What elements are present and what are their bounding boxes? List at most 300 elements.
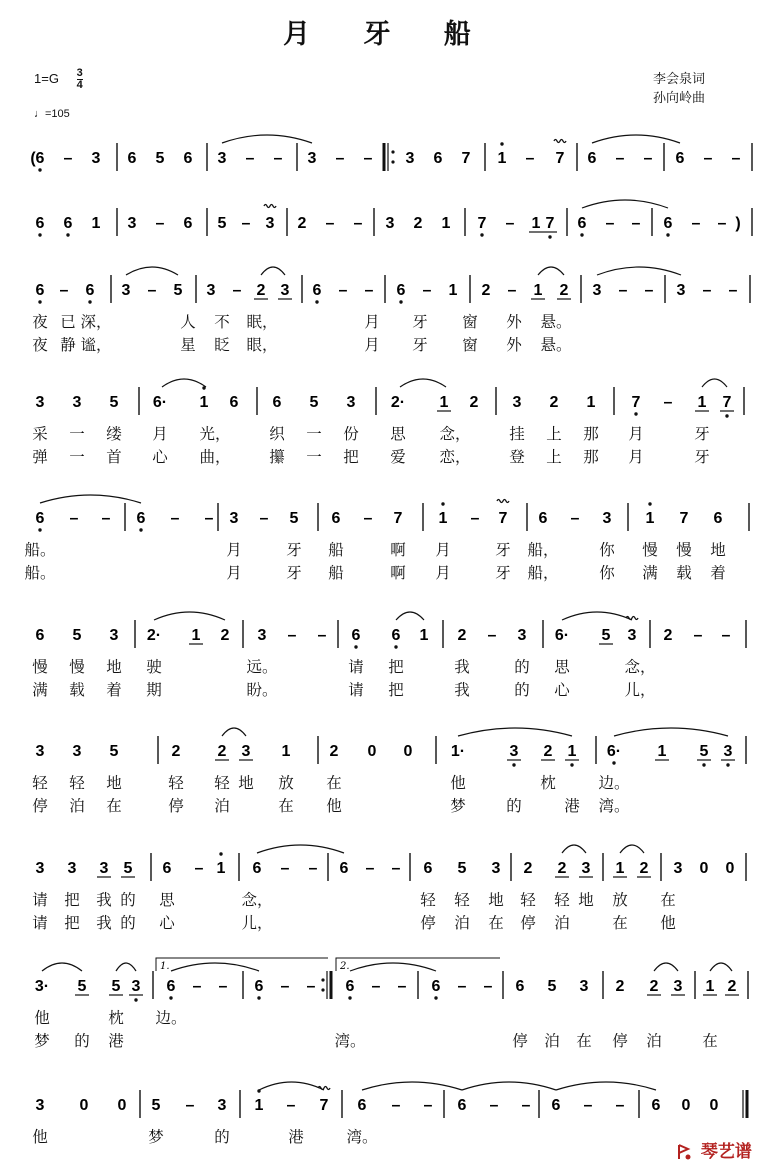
lyric-syllable: 我	[454, 658, 470, 676]
note: 1	[439, 394, 449, 411]
note: 2	[220, 627, 230, 644]
lyric-syllable: 泊	[454, 914, 470, 932]
lyric-syllable: 请	[32, 891, 48, 909]
note: 3	[121, 282, 131, 299]
lyric-syllable: 边。	[598, 774, 630, 792]
note: 6	[675, 150, 685, 167]
lyric-syllable: 满	[32, 681, 48, 699]
lyric-syllable: 在	[612, 914, 628, 932]
lyric-syllable: 牙	[286, 541, 302, 559]
note: 1·	[450, 743, 466, 760]
lyric-syllable: 泊	[646, 1032, 662, 1050]
dash-mark: –	[280, 860, 290, 877]
lyric-syllable: 悬。	[540, 336, 572, 354]
lyric-syllable: 船	[328, 564, 344, 582]
time-signature	[77, 68, 83, 91]
note: 5	[109, 743, 119, 760]
note: 1	[281, 743, 291, 760]
note: 5	[155, 150, 165, 167]
lyric-syllable: 眨	[214, 336, 230, 354]
low-octave-dot	[394, 645, 397, 648]
lyric-syllable: 在	[106, 797, 122, 815]
note: 5	[217, 215, 227, 232]
note: 3	[217, 150, 227, 167]
lyric-syllable: 一	[306, 425, 322, 443]
note: 1	[586, 394, 596, 411]
notation-line	[0, 1084, 776, 1114]
lyric-syllable: 在	[278, 797, 294, 815]
note: 2	[543, 743, 553, 760]
tempo-marking: ♩=105	[34, 108, 70, 120]
note: 6	[331, 510, 341, 527]
slur	[597, 267, 681, 275]
dash-mark: –	[286, 1097, 296, 1114]
note: 7	[319, 1097, 329, 1114]
note: 1	[191, 627, 201, 644]
lyric-syllable: 港	[564, 797, 580, 815]
note: 3	[346, 394, 356, 411]
lyric-syllable: 湾。	[346, 1128, 378, 1146]
low-octave-dot	[38, 528, 41, 531]
dash-mark: –	[317, 627, 327, 644]
lyric-syllable: 泊	[554, 914, 570, 932]
lyric-syllable: 思	[390, 425, 406, 443]
note: 6	[63, 215, 73, 232]
lyric-syllable: 一	[69, 448, 85, 466]
note: 6	[551, 1097, 561, 1114]
note: 1	[533, 282, 543, 299]
lyric-syllable: 放	[278, 774, 294, 792]
dash-mark: –	[280, 978, 290, 995]
lyric-syllable: 船，	[527, 541, 559, 559]
note: 6	[357, 1097, 367, 1114]
slur	[126, 267, 178, 275]
high-octave-dot	[219, 852, 222, 855]
dash-mark: –	[721, 627, 731, 644]
low-octave-dot	[548, 235, 551, 238]
slur	[362, 1082, 462, 1090]
slur	[562, 612, 632, 620]
low-octave-dot	[399, 300, 402, 303]
dash-mark: –	[101, 510, 111, 527]
lyric-syllable: 窗	[462, 336, 478, 354]
lyric-syllable: 一	[69, 425, 85, 443]
note: 5	[109, 394, 119, 411]
note: 6	[35, 627, 45, 644]
note: 6	[183, 215, 193, 232]
lyric-syllable: 港	[288, 1128, 304, 1146]
low-octave-dot	[702, 763, 705, 766]
note: 1	[254, 1097, 264, 1114]
watermark-text: 琴艺谱	[700, 1142, 752, 1162]
note: 3	[581, 860, 591, 877]
dash-mark: –	[338, 282, 348, 299]
note: 3	[206, 282, 216, 299]
note: 5	[289, 510, 299, 527]
notation-line	[0, 381, 776, 411]
lyric-syllable: 的	[514, 658, 530, 676]
low-octave-dot	[725, 414, 728, 417]
paren-mark: (	[30, 150, 36, 167]
note: 2	[649, 978, 659, 995]
dash-mark: –	[615, 1097, 625, 1114]
lyric-syllable: 月	[628, 448, 644, 466]
lyric-syllable: 已	[60, 313, 76, 331]
lyric-syllable: 眠，	[246, 313, 278, 331]
note: 3	[280, 282, 290, 299]
lyric-syllable: 啊	[390, 541, 406, 559]
dash-mark: –	[245, 150, 255, 167]
lyric-syllable: 窗	[462, 313, 478, 331]
dash-mark: –	[702, 282, 712, 299]
lyric-syllable: 把	[64, 891, 80, 909]
note: 1	[531, 215, 541, 232]
lyric-syllable: 梦	[450, 797, 466, 815]
composer-credit: 孙向岭曲	[653, 91, 706, 106]
note: 2	[329, 743, 339, 760]
lyric-syllable: 把	[388, 681, 404, 699]
dash-mark: –	[306, 978, 316, 995]
lyric-syllable: 首	[106, 448, 122, 466]
note: 1	[615, 860, 625, 877]
lyric-syllable: 放	[612, 891, 628, 909]
note: 3	[509, 743, 519, 760]
lyric-syllable: 你	[599, 564, 615, 582]
note: 7	[722, 394, 732, 411]
lyric-syllable: 湾。	[598, 797, 630, 815]
dash-mark: –	[693, 627, 703, 644]
song-title: 月 牙 船	[283, 19, 493, 50]
low-octave-dot	[512, 763, 515, 766]
note: 2	[557, 860, 567, 877]
lyric-syllable: 念，	[241, 891, 273, 909]
lyric-syllable: 我	[96, 914, 112, 932]
dash-mark: –	[525, 150, 535, 167]
dash-mark: –	[731, 150, 741, 167]
dash-mark: –	[335, 150, 345, 167]
low-octave-dot	[134, 998, 137, 1001]
note: 3·	[34, 978, 50, 995]
dash-mark: –	[487, 627, 497, 644]
lyric-syllable: 湾。	[334, 1032, 366, 1050]
lyric-syllable: 心	[554, 681, 570, 699]
dash-mark: –	[570, 510, 580, 527]
lyric-syllable: 停	[612, 1032, 628, 1050]
barline	[384, 143, 395, 171]
lyric-syllable: 把	[343, 448, 359, 466]
note: 2	[727, 978, 737, 995]
lyric-syllable: 在	[326, 774, 342, 792]
low-octave-dot	[139, 528, 142, 531]
lyric-syllable: 他	[326, 797, 342, 815]
dash-mark: –	[241, 215, 251, 232]
slur	[222, 135, 312, 143]
lyric-syllable: 地	[578, 891, 594, 909]
lyric-syllable: 思	[159, 891, 175, 909]
note: 1	[567, 743, 577, 760]
dash-mark: –	[728, 282, 738, 299]
note: 3	[307, 150, 317, 167]
notation-line-svg	[0, 847, 776, 887]
lyric-syllable: 地	[488, 891, 504, 909]
note: 6	[396, 282, 406, 299]
low-octave-dot	[354, 645, 357, 648]
note: 6	[254, 978, 264, 995]
lyric-syllable: 牙	[694, 448, 710, 466]
lyric-syllable: 的	[514, 681, 530, 699]
notation-line-svg	[0, 614, 776, 654]
volta-1-label: 1.	[160, 961, 170, 972]
dash-mark: –	[204, 510, 214, 527]
lyric-syllable: 挂	[509, 425, 525, 443]
notation-line-svg	[0, 269, 776, 309]
lyric-syllable: 儿，	[241, 914, 273, 932]
lyric-syllable: 份	[343, 425, 359, 443]
note: 7	[631, 394, 641, 411]
dash-mark: –	[155, 215, 165, 232]
lyric-syllable: 载	[69, 681, 85, 699]
lyric-syllable: 船	[328, 541, 344, 559]
slur	[261, 267, 285, 275]
lyric-syllable: 上	[546, 425, 562, 443]
notation-line-svg	[0, 1084, 776, 1124]
lyric-syllable: 牙	[495, 541, 511, 559]
lyric-syllable: 驶	[146, 658, 162, 676]
lyric-syllable: 牙	[495, 564, 511, 582]
lyric-syllable: 港	[108, 1032, 124, 1050]
lyric-syllable: 他	[660, 914, 676, 932]
note: 2	[413, 215, 423, 232]
note: 5	[77, 978, 87, 995]
lyric-syllable: 请	[32, 914, 48, 932]
note: 6	[127, 150, 137, 167]
lyric-syllable: 月	[364, 313, 380, 331]
lyric-syllable: 采	[32, 425, 48, 443]
notation-line	[0, 269, 776, 299]
notation-line	[0, 730, 776, 760]
dash-mark: –	[663, 394, 673, 411]
low-octave-dot	[315, 300, 318, 303]
lyric-syllable: 慢	[69, 658, 85, 676]
lyric-syllable: 把	[64, 914, 80, 932]
dash-mark: –	[192, 978, 202, 995]
note: 3	[67, 860, 77, 877]
note: 2	[171, 743, 181, 760]
note: 6	[229, 394, 239, 411]
lyric-syllable: 牙	[286, 564, 302, 582]
note: 6	[339, 860, 349, 877]
lyric-syllable: 的	[120, 891, 136, 909]
high-octave-dot	[500, 142, 503, 145]
dash-mark: –	[353, 215, 363, 232]
dash-mark: –	[457, 978, 467, 995]
lyric-syllable: 的	[506, 797, 522, 815]
note: 2	[297, 215, 307, 232]
lyric-syllable: 那	[583, 425, 599, 443]
lyric-syllable: 月	[435, 541, 451, 559]
high-octave-dot	[441, 502, 444, 505]
dash-mark: –	[185, 1097, 195, 1114]
lyric-syllable: 牙	[412, 313, 428, 331]
dash-mark: –	[423, 1097, 433, 1114]
lyric-syllable: 停	[520, 914, 536, 932]
slur	[592, 135, 680, 143]
dash-mark: –	[170, 510, 180, 527]
slur	[154, 612, 225, 620]
low-octave-dot	[38, 233, 41, 236]
lyric-syllable: 星	[180, 336, 196, 354]
note: 5	[123, 860, 133, 877]
lyric-syllable: 船。	[24, 564, 56, 582]
slur	[702, 379, 727, 387]
lyric-syllable: 月	[152, 425, 168, 443]
lyric-syllable: 地	[238, 774, 254, 792]
lyric-syllable: 月	[226, 541, 242, 559]
note: 2	[481, 282, 491, 299]
lyric-syllable: 梦	[34, 1032, 50, 1050]
lyric-syllable: 满	[642, 564, 658, 582]
lyric-syllable: 轻	[454, 891, 470, 909]
lyric-syllable: 那	[583, 448, 599, 466]
dash-mark: –	[470, 510, 480, 527]
low-octave-dot	[634, 412, 637, 415]
lyric-syllable: 地	[106, 774, 122, 792]
dash-mark: –	[605, 215, 615, 232]
time-numerator: 3	[76, 67, 83, 79]
lyric-syllable: 请	[348, 681, 364, 699]
note: 2	[639, 860, 649, 877]
dash-mark: –	[631, 215, 641, 232]
volta-2-bracket	[336, 958, 500, 971]
note: 6	[312, 282, 322, 299]
volta-1-bracket	[156, 958, 328, 971]
note: 0	[403, 743, 413, 760]
notation-line-svg	[0, 202, 776, 242]
lyric-syllable: 轻	[214, 774, 230, 792]
low-octave-dot	[348, 996, 351, 999]
dash-mark: –	[615, 150, 625, 167]
note: 3	[673, 978, 683, 995]
note: 3	[512, 394, 522, 411]
note: 2	[663, 627, 673, 644]
low-octave-dot	[570, 763, 573, 766]
lyric-syllable: 枕	[108, 1009, 124, 1027]
note: 7	[555, 150, 565, 167]
note: 6	[423, 860, 433, 877]
low-octave-dot	[580, 233, 583, 236]
note: 2·	[390, 394, 406, 411]
note: 6	[391, 627, 401, 644]
dash-mark: –	[365, 860, 375, 877]
note: 3	[592, 282, 602, 299]
dash-mark: –	[391, 1097, 401, 1114]
note: 3	[217, 1097, 227, 1114]
low-octave-dot	[88, 300, 91, 303]
lyric-syllable: 停	[420, 914, 436, 932]
lyric-syllable: 爱	[390, 448, 406, 466]
note: 0	[79, 1097, 89, 1114]
lyric-syllable: 梦	[148, 1128, 164, 1146]
lyric-syllable: 攥	[269, 448, 285, 466]
mordent-mark	[497, 500, 509, 503]
note: 6·	[152, 394, 168, 411]
note: 2	[549, 394, 559, 411]
note: 1	[438, 510, 448, 527]
note: 1	[705, 978, 715, 995]
lyric-syllable: 的	[214, 1128, 230, 1146]
note: 3	[109, 627, 119, 644]
lyric-syllable: 轻	[32, 774, 48, 792]
note: 6	[587, 150, 597, 167]
note: 3	[99, 860, 109, 877]
note: 2	[615, 978, 625, 995]
lyric-syllable: 念，	[439, 425, 471, 443]
lyric-syllable: 我	[96, 891, 112, 909]
mordent-mark	[554, 140, 566, 143]
lyric-syllable: 泊	[214, 797, 230, 815]
note: 3	[35, 1097, 45, 1114]
note: 2	[256, 282, 266, 299]
note: 5	[699, 743, 709, 760]
dash-mark: –	[69, 510, 79, 527]
lyric-syllable: 地	[710, 541, 726, 559]
barline	[743, 1090, 747, 1118]
lyric-syllable: 边。	[155, 1009, 187, 1027]
note: 1	[448, 282, 458, 299]
note: 1	[419, 627, 429, 644]
lyric-syllable: 念，	[624, 658, 656, 676]
lyric-syllable: 枕	[540, 774, 556, 792]
lyric-syllable: 轻	[69, 774, 85, 792]
high-octave-dot	[648, 502, 651, 505]
key-signature	[34, 68, 83, 91]
low-octave-dot	[480, 233, 483, 236]
note: 3	[627, 627, 637, 644]
note: 5	[547, 978, 557, 995]
lyric-syllable: 我	[454, 681, 470, 699]
lyric-syllable: 着	[106, 681, 122, 699]
dash-mark: –	[643, 150, 653, 167]
lyric-syllable: 远。	[246, 658, 278, 676]
note: 1	[91, 215, 101, 232]
notation-line	[0, 847, 776, 877]
notation-line-svg	[0, 137, 776, 177]
note: 6	[351, 627, 361, 644]
note: 0	[725, 860, 735, 877]
notation-line-svg	[0, 381, 776, 421]
note: 1	[657, 743, 667, 760]
lyric-syllable: 啊	[390, 564, 406, 582]
slur	[562, 845, 586, 853]
lyric-syllable: 人	[180, 313, 196, 331]
note: 6·	[606, 743, 622, 760]
lyric-syllable: 的	[74, 1032, 90, 1050]
note: 1	[497, 150, 507, 167]
note: 0	[699, 860, 709, 877]
volta-brackets	[0, 955, 776, 985]
dash-mark: –	[505, 215, 515, 232]
lyricist-credit: 李会泉词	[653, 72, 706, 87]
note: 3	[491, 860, 501, 877]
note: 3	[676, 282, 686, 299]
dash-mark: –	[644, 282, 654, 299]
note: 5	[72, 627, 82, 644]
lyric-syllable: 期	[146, 681, 162, 699]
dash-mark: –	[232, 282, 242, 299]
low-octave-dot	[612, 761, 615, 764]
dash-mark: –	[325, 215, 335, 232]
watermark	[676, 1137, 752, 1162]
